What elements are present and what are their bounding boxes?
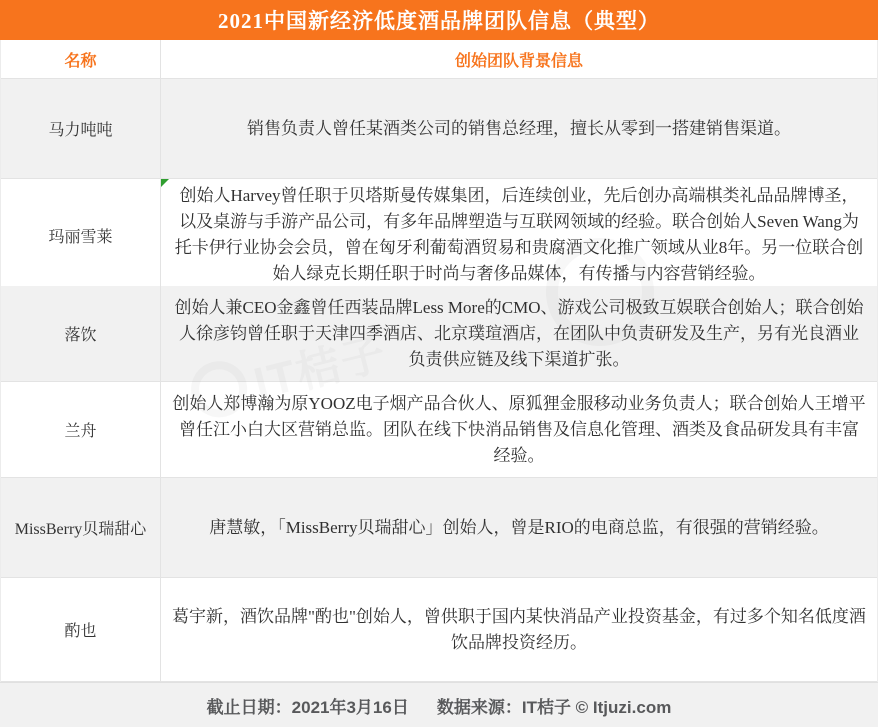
brand-name: 玛丽雪莱 <box>48 228 113 246</box>
background-text: 创始人兼CEO金鑫曾任西装品牌Less More的CMO、游戏公司极致互娱联合创始人；联合创始人徐彦钧曾任职于天津四季酒店、北京璞瑄酒店，在团队中负责研发及生产，另有光良酒业负责供应链及线下渠道扩张。 <box>174 297 864 369</box>
brand-name-cell <box>1 478 161 577</box>
table-row <box>1 382 877 478</box>
table-row <box>1 286 877 382</box>
brand-name-cell <box>1 286 161 381</box>
brand-name-cell <box>1 578 161 681</box>
table-footer <box>0 682 878 727</box>
brand-name-cell <box>1 382 161 477</box>
background-cell <box>161 478 877 577</box>
brand-name: 落饮 <box>64 327 97 344</box>
background-text: 销售负责人曾任某酒类公司的销售总经理，擅长从零到一搭建销售渠道。 <box>247 118 791 138</box>
column-header-name: 名称 <box>64 52 97 70</box>
brand-name: 酌也 <box>64 623 97 640</box>
background-text: 葛宇新，酒饮品牌"酌也"创始人，曾供职于国内某快消品产业投资基金，有过多个知名低度酒饮品牌投资经历。 <box>172 606 866 652</box>
background-cell <box>161 382 877 477</box>
brand-name: MissBerry贝瑞甜心 <box>14 521 147 538</box>
header-cell-background <box>161 40 877 78</box>
page-title: 2021中国新经济低度酒品牌团队信息（典型） <box>218 9 660 33</box>
background-text: 创始人郑博瀚为原YOOZ电子烟产品合伙人、原狐狸金服移动业务负责人；联合创始人王增平曾任江小白大区营销总监。团队在线下快消品销售及信息化管理、酒类及食品研发具有丰富经验。 <box>172 393 866 465</box>
background-cell <box>161 179 877 291</box>
brand-name: 兰舟 <box>64 423 97 440</box>
background-text: 创始人Harvey曾任职于贝塔斯曼传媒集团，后连续创业，先后创办高端棋类礼品品牌博圣，以及桌游与手游产品公司，有多年品牌塑造与互联网领域的经验。联合创始人Seven Wang为托卡伊行业协会会员，曾在匈牙利葡萄酒贸易和贵腐酒文化推广领域从业8年。另一位联合创始人绿克长期任职于时尚与奢侈品媒体，有传播与内容营销经验。 <box>174 186 864 283</box>
table-title-bar <box>0 0 878 40</box>
background-cell <box>161 286 877 381</box>
footer-source: 数据来源：IT桔子 © Itjuzi.com <box>436 697 672 717</box>
brand-name: 马力吨吨 <box>48 122 113 139</box>
brand-name-cell <box>1 79 161 178</box>
background-cell <box>161 79 877 178</box>
background-cell <box>161 578 877 681</box>
table-row <box>1 179 877 286</box>
background-text: 唐慧敏，「MissBerry贝瑞甜心」创始人，曾是RIO的电商总监，有很强的营销经验。 <box>209 517 829 537</box>
brand-name-cell <box>1 179 161 291</box>
comment-marker-icon <box>161 179 169 187</box>
footer-date: 截止日期：2021年3月16日 <box>206 697 409 717</box>
table-row <box>1 79 877 179</box>
header-cell-name <box>1 40 161 78</box>
table-header-row <box>1 40 877 79</box>
table-row <box>1 578 877 682</box>
column-header-background: 创始团队背景信息 <box>454 52 583 70</box>
brand-team-table <box>0 40 878 682</box>
table-row <box>1 478 877 578</box>
